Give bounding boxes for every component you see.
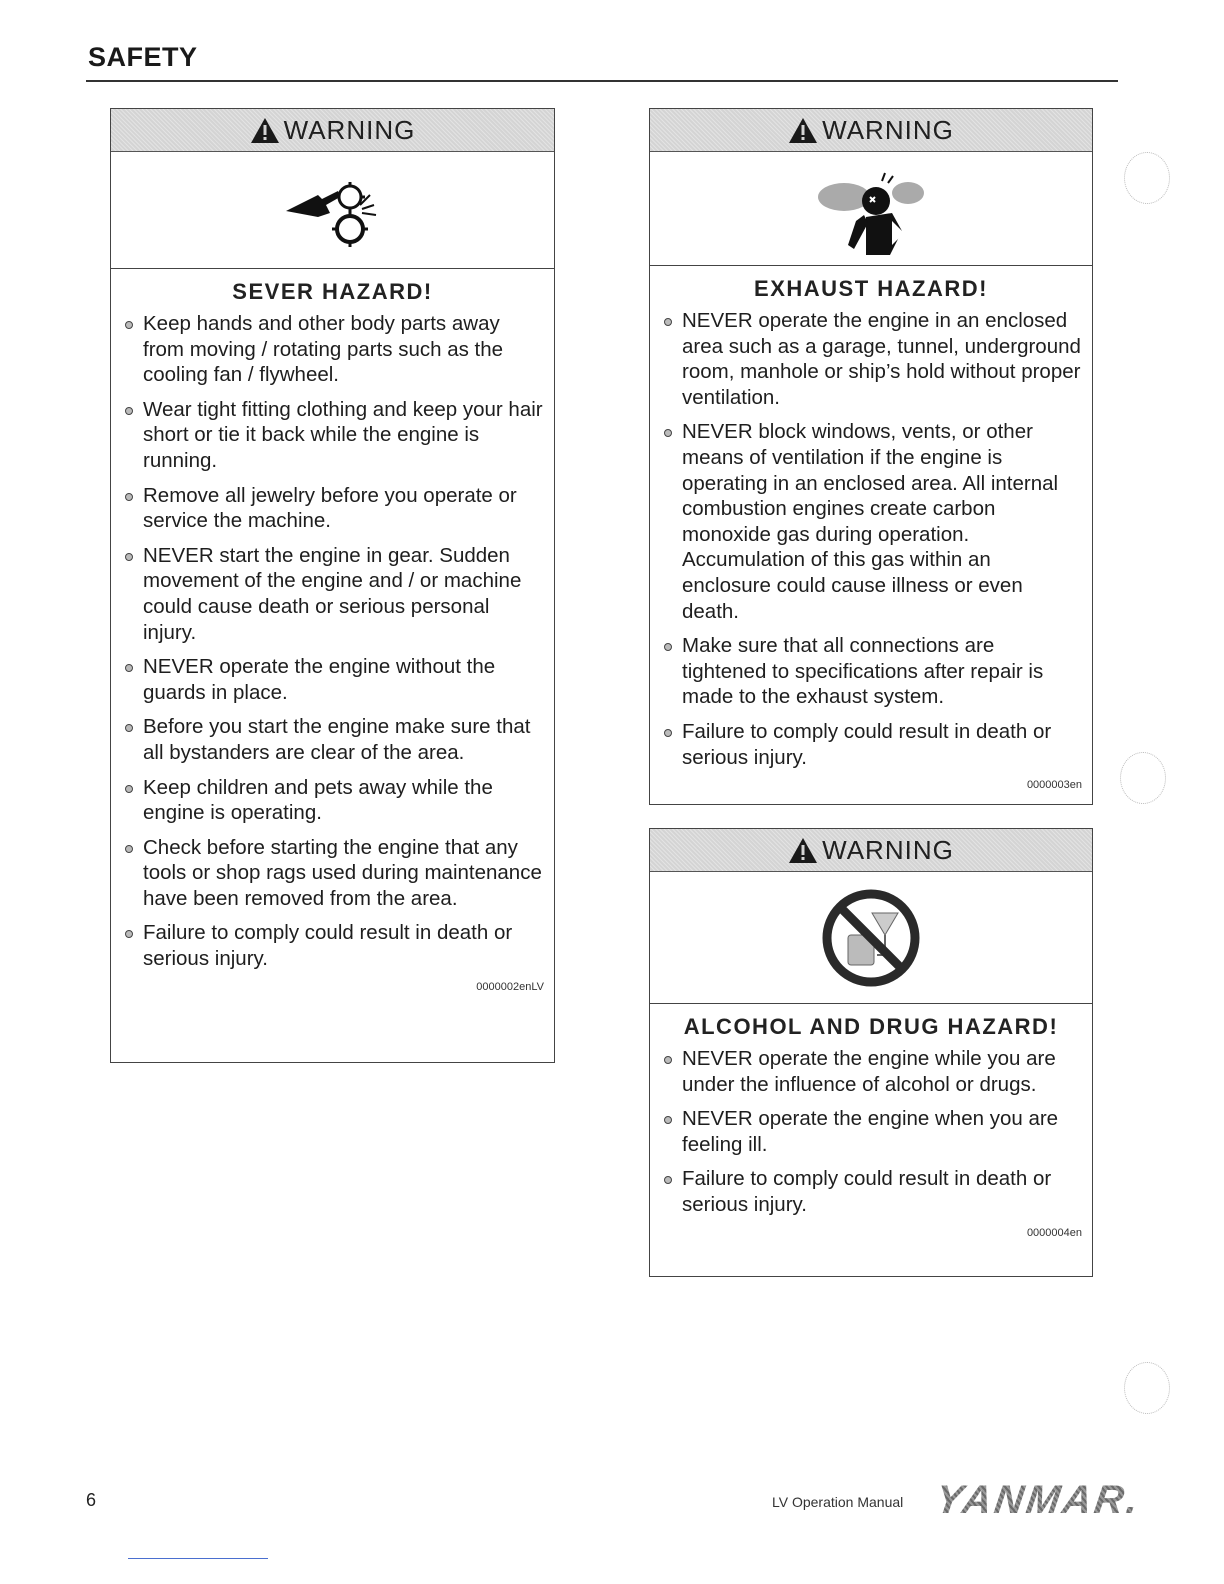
list-item: NEVER block windows, vents, or other means of ventilation if the engine is operating in an enclosed area. All internal combustion engines create carbon monoxide gas during operation. Accumulation of this gas within an enclosure could cause illness or even death. [662, 419, 1082, 624]
hazard-title: EXHAUST HAZARD! [754, 276, 988, 301]
warning-header [650, 829, 1092, 872]
list-item: Keep hands and other body parts away from moving / rotating parts such as the cooling fan / flywheel. [123, 311, 544, 388]
document-code: 0000004en [1026, 1226, 1082, 1239]
warning-box-alcohol [649, 828, 1093, 1277]
warning-triangle-icon [250, 117, 280, 144]
list-item: Failure to comply could result in death or serious injury. [123, 920, 544, 971]
list-item: NEVER operate the engine when you are feeling ill. [662, 1106, 1082, 1157]
punch-hole-mark [1120, 752, 1166, 804]
warning-label: WARNING [822, 114, 954, 145]
list-item: Failure to comply could result in death or serious injury. [662, 719, 1082, 770]
list-item: Before you start the engine make sure that all bystanders are clear of the area. [123, 714, 544, 765]
manual-title: LV Operation Manual [772, 1494, 904, 1510]
hazard-list [111, 311, 554, 972]
list-item: Remove all jewelry before you operate or service the machine. [123, 483, 544, 534]
punch-hole-mark [1124, 1362, 1170, 1414]
list-item: Failure to comply could result in death or serious injury. [662, 1166, 1082, 1217]
hazard-list [650, 308, 1092, 770]
no-alcohol-drugs-icon [816, 883, 926, 993]
warning-triangle-icon [788, 837, 818, 864]
hazard-title: SEVER HAZARD! [232, 279, 433, 304]
warning-header [650, 109, 1092, 152]
list-item: Make sure that all connections are tightened to specifications after repair is made to the exhaust system. [662, 633, 1082, 710]
warning-header [111, 109, 554, 152]
warning-box-exhaust [649, 108, 1093, 805]
warning-triangle-icon [788, 117, 818, 144]
warning-label: WARNING [822, 834, 954, 865]
section-title: SAFETY [88, 42, 198, 72]
brand-logo: YANMAR. [932, 1478, 1144, 1522]
list-item: NEVER start the engine in gear. Sudden movement of the engine and / or machine could cause death or serious personal injury. [123, 543, 544, 645]
pictogram-area [111, 152, 554, 269]
list-item: NEVER operate the engine without the guards in place. [123, 654, 544, 705]
warning-label: WARNING [283, 114, 416, 145]
sever-hazard-fan-icon [278, 165, 388, 255]
punch-hole-mark [1124, 152, 1170, 204]
list-item: NEVER operate the engine in an enclosed area such as a garage, tunnel, underground room, manhole or ship’s hold without proper ventilation. [662, 308, 1082, 410]
hazard-list [650, 1046, 1092, 1218]
list-item: Check before starting the engine that any tools or shop rags used during maintenance have been removed from the area. [123, 835, 544, 912]
document-code: 0000002enLV [476, 980, 544, 993]
page-number: 6 [86, 1490, 97, 1510]
document-code: 0000003en [1026, 779, 1082, 792]
footer-line [128, 1558, 268, 1559]
pictogram-area [650, 872, 1092, 1004]
header-rule [86, 80, 1118, 82]
pictogram-area [650, 152, 1092, 266]
hazard-title: ALCOHOL AND DRUG HAZARD! [683, 1014, 1059, 1039]
warning-box-sever [110, 108, 555, 1063]
exhaust-hazard-icon [806, 159, 936, 259]
list-item: NEVER operate the engine while you are under the influence of alcohol or drugs. [662, 1046, 1082, 1097]
list-item: Keep children and pets away while the engine is operating. [123, 775, 544, 826]
list-item: Wear tight fitting clothing and keep your hair short or tie it back while the engine is running. [123, 397, 544, 474]
